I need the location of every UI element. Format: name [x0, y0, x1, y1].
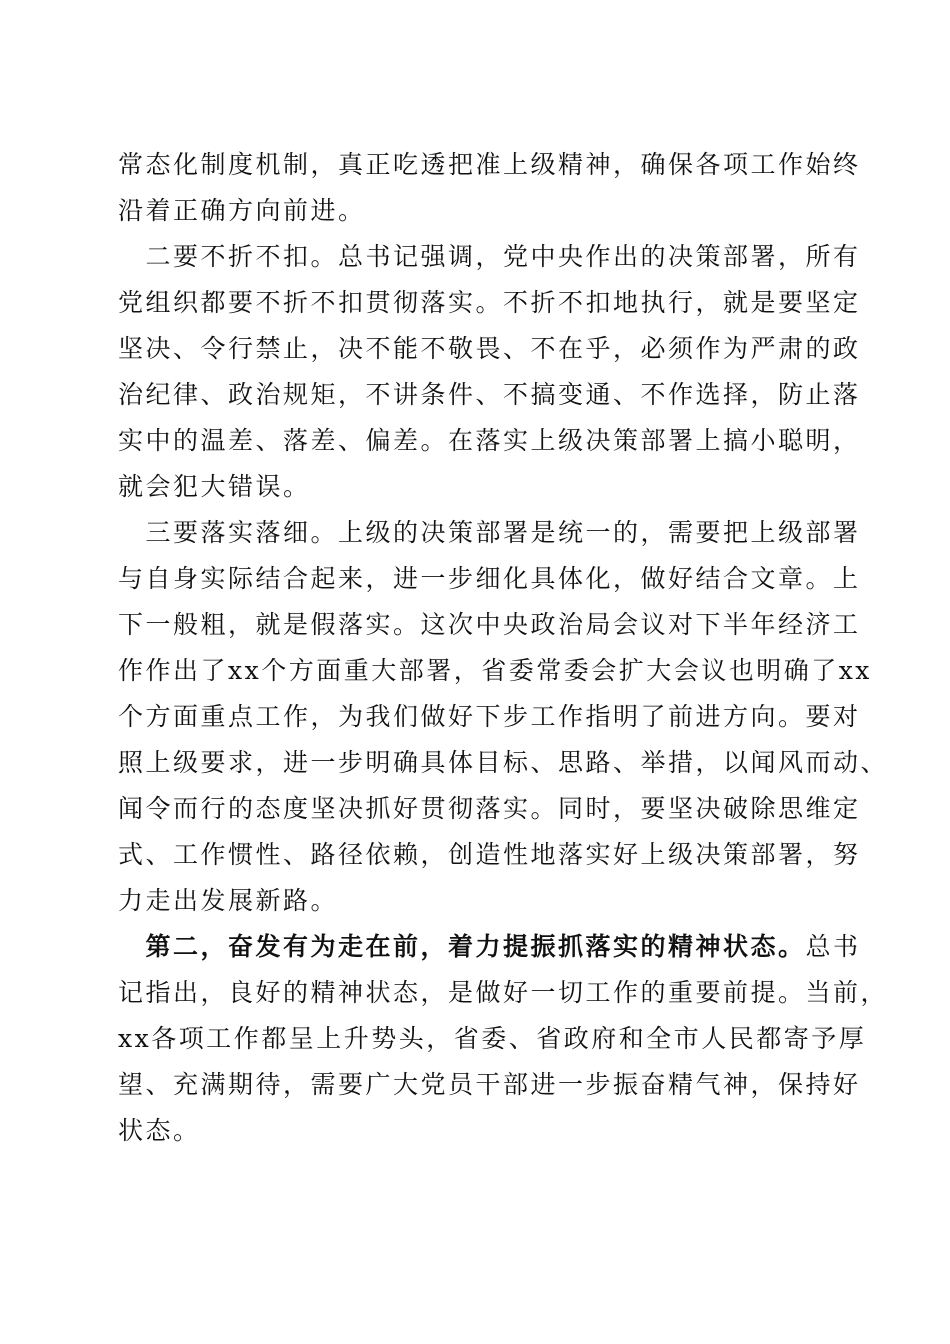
text-line: 式、工作惯性、路径依赖，创造性地落实好上级决策部署，努 — [118, 840, 861, 869]
text-line: 状态。 — [118, 1116, 201, 1145]
paragraph-1 — [118, 142, 861, 234]
paragraph-2 — [118, 234, 861, 510]
paragraph-4 — [118, 924, 889, 1154]
text-line: 常态化制度机制，真正吃透把准上级精神，确保各项工作始终 — [118, 150, 861, 179]
paragraph-3 — [118, 510, 889, 924]
text-line: 二要不折不扣。总书记强调，党中央作出的决策部署，所有 — [118, 242, 861, 271]
text-line-rest: 总书 — [805, 932, 861, 961]
text-line: 三要落实落细。上级的决策部署是统一的，需要把上级部署 — [118, 518, 861, 547]
text-line: 照上级要求，进一步明确具体目标、思路、举措，以闻风而动、 — [118, 748, 889, 777]
text-line: 坚决、令行禁止，决不能不敬畏、不在乎，必须作为严肃的政 — [118, 334, 861, 363]
text-line: 下一般粗，就是假落实。这次中央政治局会议对下半年经济工 — [118, 610, 861, 639]
text-line: 沿着正确方向前进。 — [118, 196, 366, 225]
text-line: 与自身实际结合起来，进一步细化具体化，做好结合文章。上 — [118, 564, 861, 593]
text-line: 闻令而行的态度坚决抓好贯彻落实。同时，要坚决破除思维定 — [118, 794, 861, 823]
text-line: 治纪律、政治规矩，不讲条件、不搞变通、不作选择，防止落 — [118, 380, 861, 409]
text-line: 个方面重点工作，为我们做好下步工作指明了前进方向。要对 — [118, 702, 861, 731]
text-line: 记指出，良好的精神状态，是做好一切工作的重要前提。当前， — [118, 978, 889, 1007]
text-line: 党组织都要不折不扣贯彻落实。不折不扣地执行，就是要坚定 — [118, 288, 861, 317]
text-line: 就会犯大错误。 — [118, 472, 311, 501]
text-line-first — [118, 924, 861, 970]
bold-heading-text: 第二，奋发有为走在前，着力提振抓落实的精神状态。 — [118, 932, 806, 961]
text-line: 力走出发展新路。 — [118, 886, 339, 915]
document-body — [118, 142, 889, 1154]
text-line: 望、充满期待，需要广大党员干部进一步振奋精气神，保持好 — [118, 1070, 861, 1099]
text-line: 作作出了xx个方面重大部署，省委常委会扩大会议也明确了xx — [118, 656, 872, 685]
text-line: xx各项工作都呈上升势头，省委、省政府和全市人民都寄予厚 — [118, 1024, 867, 1053]
text-line: 实中的温差、落差、偏差。在落实上级决策部署上搞小聪明， — [118, 426, 861, 455]
